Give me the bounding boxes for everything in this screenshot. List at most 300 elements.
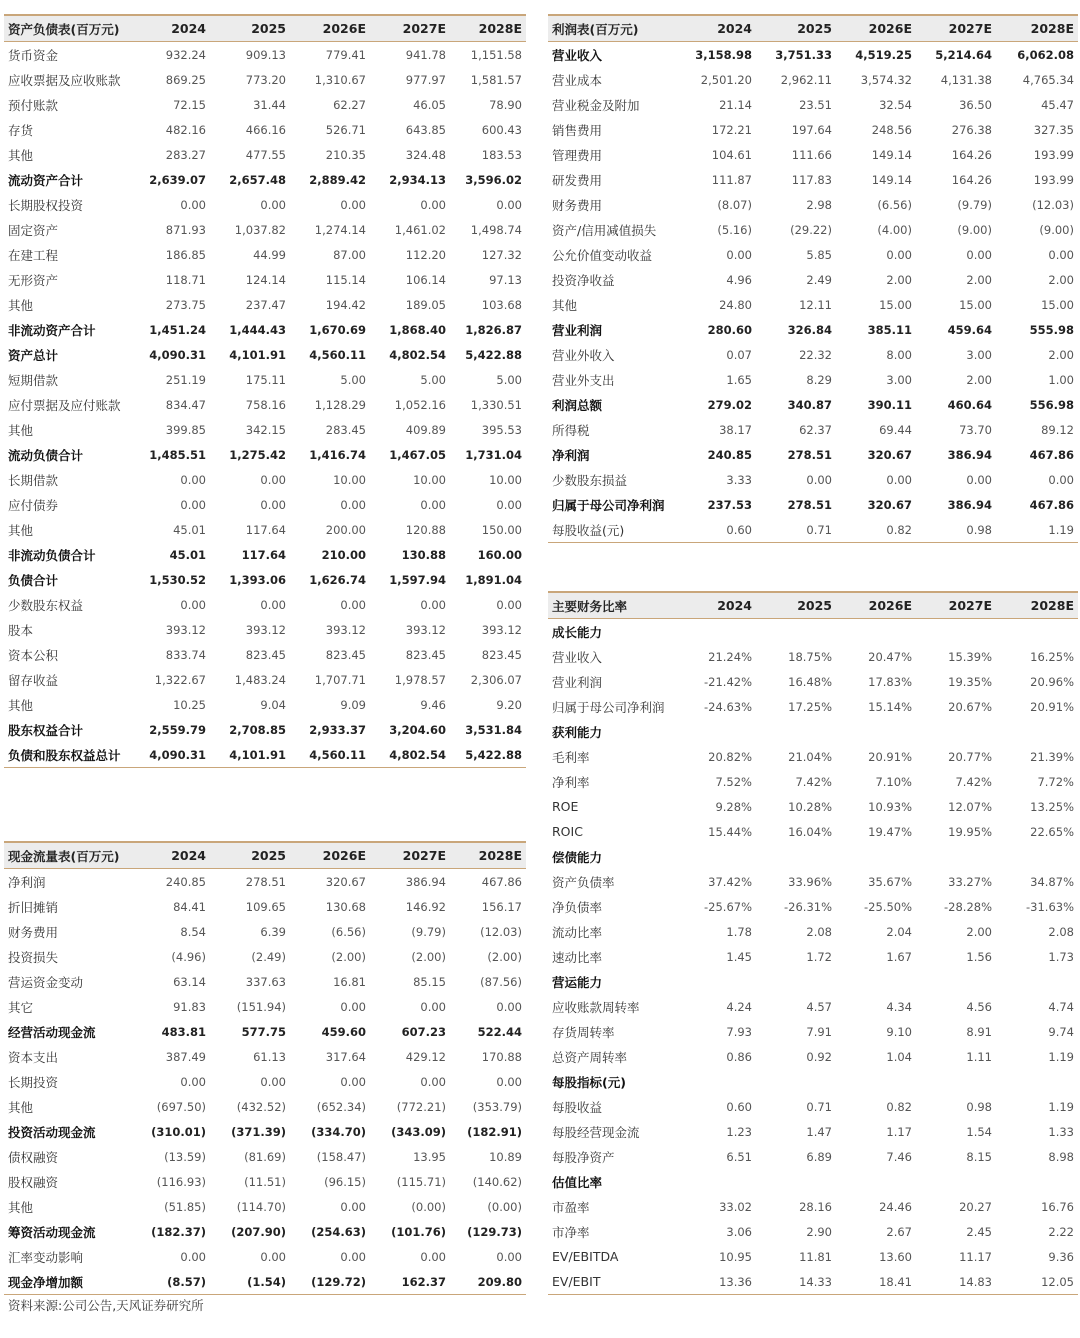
cell-value: 483.81 (161, 1024, 206, 1039)
table-row (4, 717, 526, 742)
cell-value: 210.35 (325, 147, 366, 162)
cell-value: 1,467.05 (389, 447, 446, 462)
table-row (4, 944, 526, 969)
cell-value: 1,461.02 (394, 222, 446, 237)
row-label: 折旧摊销 (8, 899, 59, 915)
table-row (548, 919, 1078, 944)
table-row (4, 1144, 526, 1169)
table-row (548, 42, 1078, 68)
cell-value: 3.00 (886, 372, 912, 387)
cell-value: 13.60 (879, 1249, 912, 1264)
cell-value: 0.00 (886, 247, 912, 262)
cell-value: 6.89 (806, 1149, 832, 1164)
cell-value: 4,101.91 (229, 347, 286, 362)
cell-value: 0.82 (886, 1099, 912, 1114)
row-label: 每股经营现金流 (552, 1124, 640, 1140)
cell-value: (254.63) (311, 1224, 366, 1239)
table-row (4, 292, 526, 317)
cell-value: 127.32 (481, 247, 522, 262)
cell-value: 8.15 (966, 1149, 992, 1164)
cell-value: 106.14 (405, 272, 446, 287)
row-label: 营运资金变动 (8, 974, 84, 990)
table-row (4, 592, 526, 617)
cell-value: 20.91% (868, 749, 912, 764)
row-label: 股权融资 (8, 1174, 59, 1190)
column-header: 2024 (136, 15, 210, 42)
cell-value: 477.55 (245, 147, 286, 162)
cell-value: 7.42% (955, 774, 992, 789)
cell-value: 5.00 (340, 372, 366, 387)
cell-value: 0.86 (726, 1049, 752, 1064)
cell-value: 3.33 (726, 472, 752, 487)
cell-value: 280.60 (707, 322, 752, 337)
cell-value: 0.00 (496, 597, 522, 612)
cell-value: 130.68 (325, 899, 366, 914)
cell-value: (310.01) (151, 1124, 206, 1139)
cell-value (836, 1069, 916, 1094)
cell-value (996, 844, 1078, 869)
cell-value (836, 1169, 916, 1194)
cell-value: 20.96% (1030, 674, 1074, 689)
cell-value: 17.25% (788, 699, 832, 714)
cell-value: 170.88 (481, 1049, 522, 1064)
cell-value: 20.27 (959, 1199, 992, 1214)
table-row (548, 167, 1078, 192)
cell-value: 4,101.91 (210, 742, 290, 768)
table-row (4, 267, 526, 292)
cell-value: 2.00 (966, 924, 992, 939)
table-row (548, 292, 1078, 317)
column-header: 2026E (836, 15, 916, 42)
cell-value: 0.60 (676, 517, 756, 543)
cell-value: 0.00 (260, 472, 286, 487)
cell-value: 1.72 (806, 949, 832, 964)
cell-value: 2,639.07 (149, 172, 206, 187)
cell-value: 1.56 (966, 949, 992, 964)
cell-value: 1,868.40 (389, 322, 446, 337)
cell-value: 1.54 (966, 1124, 992, 1139)
cell-value: -26.31% (784, 899, 832, 914)
table-row (548, 994, 1078, 1019)
table-row (4, 92, 526, 117)
cell-value: 2.98 (806, 197, 832, 212)
cell-value: (129.73) (467, 1224, 522, 1239)
cell-value: 7.46 (886, 1149, 912, 1164)
cell-value: 0.00 (180, 597, 206, 612)
cell-value: (9.00) (1039, 222, 1074, 237)
table-row (548, 367, 1078, 392)
cell-value: (182.91) (467, 1124, 522, 1139)
cell-value: 0.00 (806, 472, 832, 487)
cell-value: 0.00 (340, 1249, 366, 1264)
table-row (4, 1019, 526, 1044)
cell-value: 32.54 (879, 97, 912, 112)
cell-value: 0.00 (496, 1249, 522, 1264)
cell-value: 1.73 (1048, 949, 1074, 964)
cell-value: 779.41 (325, 47, 366, 62)
row-label: 公允价值变动收益 (552, 247, 653, 263)
section-row (548, 1069, 1078, 1094)
cell-value: 0.00 (886, 472, 912, 487)
cell-value: 23.51 (799, 97, 832, 112)
cell-value: 5,214.64 (935, 47, 992, 62)
row-label: 每股净资产 (552, 1149, 615, 1165)
cell-value: 14.83 (916, 1269, 996, 1295)
cell-value: 164.26 (951, 172, 992, 187)
cell-value: (2.00) (411, 949, 446, 964)
table-row (4, 692, 526, 717)
cell-value: 0.00 (420, 497, 446, 512)
cell-value: 20.91% (1030, 699, 1074, 714)
cell-value: 97.13 (489, 272, 522, 287)
column-header: 2026E (836, 592, 916, 619)
column-header: 2025 (756, 592, 836, 619)
cell-value: 2.22 (1048, 1224, 1074, 1239)
row-label: 在建工程 (8, 247, 59, 263)
column-header: 2027E (370, 842, 450, 869)
row-label: 无形资产 (8, 272, 59, 288)
cell-value: 0.00 (260, 497, 286, 512)
cell-value: 248.56 (871, 122, 912, 137)
cell-value: 0.00 (260, 597, 286, 612)
table-row (4, 994, 526, 1019)
cell-value: 1,444.43 (229, 322, 286, 337)
cell-value: 33.02 (719, 1199, 752, 1214)
row-label: 毛利率 (552, 749, 590, 765)
cell-value: 2,306.07 (470, 672, 522, 687)
section-row (548, 1169, 1078, 1194)
cell-value: 600.43 (481, 122, 522, 137)
cell-value: 909.13 (245, 47, 286, 62)
table-row (4, 117, 526, 142)
table-row (548, 142, 1078, 167)
cell-value: 0.00 (1048, 247, 1074, 262)
cell-value: 4,560.11 (290, 742, 370, 768)
cell-value: 526.71 (325, 122, 366, 137)
cell-value: 2.00 (966, 272, 992, 287)
cell-value: 0.00 (966, 472, 992, 487)
cell-value: 175.11 (245, 372, 286, 387)
cell-value: 1,731.04 (465, 447, 522, 462)
table-row (4, 167, 526, 192)
cell-value: 393.12 (325, 622, 366, 637)
table-row (4, 467, 526, 492)
cell-value: 0.07 (726, 347, 752, 362)
cell-value: 460.64 (947, 397, 992, 412)
cell-value: (9.79) (411, 924, 446, 939)
column-header: 2024 (676, 15, 756, 42)
cell-value (916, 1069, 996, 1094)
cell-value: 15.00 (959, 297, 992, 312)
cell-value: 194.42 (325, 297, 366, 312)
cell-value: 941.78 (405, 47, 446, 62)
cell-value: 2.90 (806, 1224, 832, 1239)
row-label: 少数股东损益 (552, 472, 628, 488)
source-note: 资料来源:公司公告,天风证券研究所 (8, 1298, 204, 1313)
cell-value: 7.93 (726, 1024, 752, 1039)
cell-value: (4.96) (171, 949, 206, 964)
cell-value: 4,090.31 (136, 742, 210, 768)
row-label: 预付账款 (8, 97, 59, 113)
row-label: 管理费用 (552, 147, 603, 163)
cell-value: 31.44 (253, 97, 286, 112)
cell-value: 7.72% (1037, 774, 1074, 789)
row-label: ROIC (552, 824, 583, 839)
cell-value: 2.00 (886, 272, 912, 287)
cell-value: 2.00 (1048, 347, 1074, 362)
cell-value: 16.76 (1041, 1199, 1074, 1214)
cell-value (756, 1169, 836, 1194)
column-header: 2027E (916, 15, 996, 42)
row-label: EV/EBIT (548, 1269, 676, 1295)
cell-value: 482.16 (165, 122, 206, 137)
cell-value: (12.03) (480, 924, 522, 939)
cell-value: 0.00 (496, 999, 522, 1014)
cell-value: 8.29 (806, 372, 832, 387)
table-row (4, 869, 526, 895)
cell-value: 10.00 (489, 472, 522, 487)
row-label: 归属于母公司净利润 (552, 497, 665, 513)
cell-value: 10.89 (489, 1149, 522, 1164)
row-label: 其他 (8, 297, 34, 313)
cell-value: 22.32 (799, 347, 832, 362)
cell-value: 6.51 (726, 1149, 752, 1164)
row-label: 营业收入 (552, 47, 603, 63)
cell-value: 62.27 (333, 97, 366, 112)
column-header: 2028E (450, 15, 526, 42)
cell-value: 0.00 (340, 597, 366, 612)
cell-value: 871.93 (165, 222, 206, 237)
cell-value: 2.49 (806, 272, 832, 287)
cell-value: 773.20 (245, 72, 286, 87)
column-header: 2026E (290, 842, 370, 869)
cell-value (996, 619, 1078, 645)
cell-value: (353.79) (472, 1099, 522, 1114)
row-label: 营业外收入 (552, 347, 615, 363)
cell-value: 324.48 (405, 147, 446, 162)
cell-value (836, 719, 916, 744)
cell-value: (6.56) (331, 924, 366, 939)
cell-value: 85.15 (413, 974, 446, 989)
row-label: 其他 (8, 147, 34, 163)
cell-value: 0.82 (836, 517, 916, 543)
cell-value: (652.34) (316, 1099, 366, 1114)
row-label: 每股收益 (552, 1099, 603, 1115)
cell-value (836, 619, 916, 645)
cell-value: 5,422.88 (450, 742, 526, 768)
table-row (548, 192, 1078, 217)
row-label: 每股指标(元) (552, 1074, 626, 1090)
cell-value: 2,889.42 (309, 172, 366, 187)
row-label: 负债和股东权益总计 (4, 742, 136, 768)
cell-value: 1.19 (1048, 1049, 1074, 1064)
financial-ratios-table (548, 591, 1078, 1295)
table-row (548, 392, 1078, 417)
table-row (548, 1144, 1078, 1169)
row-label: 货币资金 (8, 47, 59, 63)
cell-value: (334.70) (311, 1124, 366, 1139)
row-label: 归属于母公司净利润 (552, 699, 665, 715)
cell-value: 115.14 (325, 272, 366, 287)
cell-value: 21.39% (1030, 749, 1074, 764)
cell-value: 45.47 (1041, 97, 1074, 112)
cell-value: 8.54 (180, 924, 206, 939)
table-row (548, 1094, 1078, 1119)
row-label: 留存收益 (8, 672, 59, 688)
cell-value: 320.67 (867, 447, 912, 462)
cell-value: 13.36 (676, 1269, 756, 1295)
cell-value: 15.14% (868, 699, 912, 714)
cell-value: 3,204.60 (389, 722, 446, 737)
cell-value: 932.24 (165, 47, 206, 62)
cell-value: 320.67 (325, 874, 366, 889)
cell-value: 11.17 (959, 1249, 992, 1264)
cell-value: 20.77% (948, 749, 992, 764)
cell-value: 4.57 (806, 999, 832, 1014)
cell-value: 3,596.02 (465, 172, 522, 187)
cell-value: 14.33 (756, 1269, 836, 1295)
cell-value: 89.12 (1041, 422, 1074, 437)
table-row (548, 1119, 1078, 1144)
cell-value: (87.56) (480, 974, 522, 989)
cell-value: 149.14 (871, 147, 912, 162)
cell-value: 9.04 (260, 697, 286, 712)
cell-value: 0.00 (180, 1249, 206, 1264)
cell-value (996, 719, 1078, 744)
table-row (4, 517, 526, 542)
row-label: 资产/信用减值损失 (552, 222, 657, 238)
cell-value: 0.60 (726, 1099, 752, 1114)
table-row (4, 1244, 526, 1269)
cell-value: 21.24% (708, 649, 752, 664)
cell-value: 118.71 (165, 272, 206, 287)
row-label: 利润总额 (552, 397, 603, 413)
column-header: 2027E (370, 15, 450, 42)
cell-value: 209.80 (450, 1269, 526, 1295)
cell-value: 0.00 (420, 1074, 446, 1089)
cell-value: 19.35% (948, 674, 992, 689)
row-label: 所得税 (552, 422, 590, 438)
table-row (548, 894, 1078, 919)
cash-flow-table (4, 841, 526, 1295)
table-title: 资产负债表(百万元) (4, 15, 136, 42)
cell-value (996, 1169, 1078, 1194)
row-label: 财务费用 (552, 197, 603, 213)
cell-value: 1,052.16 (394, 397, 446, 412)
row-label: 筹资活动现金流 (8, 1224, 96, 1240)
cell-value: 276.38 (951, 122, 992, 137)
cell-value: 2.00 (966, 372, 992, 387)
cell-value: 2.08 (1048, 924, 1074, 939)
cell-value: 0.00 (340, 497, 366, 512)
cell-value: 34.87% (1030, 874, 1074, 889)
row-label: 流动比率 (552, 924, 603, 940)
cell-value: 10.28% (788, 799, 832, 814)
row-label: 应付债券 (8, 497, 59, 513)
cell-value: 10.25 (173, 697, 206, 712)
cell-value: 1.04 (886, 1049, 912, 1064)
cell-value (916, 844, 996, 869)
table-row (548, 342, 1078, 367)
cell-value: 149.14 (871, 172, 912, 187)
cell-value: (2.49) (251, 949, 286, 964)
cell-value: (114.70) (236, 1199, 286, 1214)
cell-value: 37.42% (708, 874, 752, 889)
cell-value: 386.94 (405, 874, 446, 889)
cell-value: 124.14 (245, 272, 286, 287)
row-label: 投资损失 (8, 949, 59, 965)
table-row (4, 1044, 526, 1069)
cell-value: 162.37 (370, 1269, 450, 1295)
cell-value: 385.11 (867, 322, 912, 337)
row-label: 营业税金及附加 (552, 97, 640, 113)
table-row (4, 242, 526, 267)
cell-value: 3.00 (966, 347, 992, 362)
cell-value: 2.08 (806, 924, 832, 939)
cell-value: 10.95 (719, 1249, 752, 1264)
cell-value: 0.00 (180, 197, 206, 212)
table-row (4, 1069, 526, 1094)
cell-value: 869.25 (165, 72, 206, 87)
row-label: 财务费用 (8, 924, 59, 940)
column-header: 2024 (676, 592, 756, 619)
cell-value (836, 969, 916, 994)
cell-value: 0.00 (260, 1074, 286, 1089)
table-row (548, 442, 1078, 467)
cell-value: 1.47 (806, 1124, 832, 1139)
cell-value: 7.42% (795, 774, 832, 789)
table-row (4, 969, 526, 994)
table-row (4, 217, 526, 242)
row-label: 投资活动现金流 (8, 1124, 96, 1140)
cell-value: 19.47% (868, 824, 912, 839)
row-label: 其他 (8, 697, 34, 713)
table-row (4, 1269, 526, 1295)
table-row (4, 1119, 526, 1144)
cell-value: 104.61 (711, 147, 752, 162)
cell-value (676, 719, 756, 744)
row-label: 长期借款 (8, 472, 59, 488)
cell-value: 72.15 (173, 97, 206, 112)
cell-value: 62.37 (799, 422, 832, 437)
cell-value: 8.98 (1048, 1149, 1074, 1164)
cell-value: 0.98 (916, 517, 996, 543)
row-label: 其他 (8, 1199, 34, 1215)
row-label: 营业利润 (552, 322, 603, 338)
row-label: 其他 (8, 422, 34, 438)
table-row (548, 1219, 1078, 1244)
row-label: 应收账款周转率 (552, 999, 640, 1015)
cell-value: 0.00 (420, 1249, 446, 1264)
cell-value: 390.11 (867, 397, 912, 412)
row-label: 估值比率 (552, 1174, 603, 1190)
column-header: 2025 (756, 15, 836, 42)
cell-value: 73.70 (959, 422, 992, 437)
cell-value: 1,330.51 (470, 397, 522, 412)
cell-value: 577.75 (241, 1024, 286, 1039)
table-title: 利润表(百万元) (548, 15, 676, 42)
cell-value: (158.47) (316, 1149, 366, 1164)
table-row (548, 92, 1078, 117)
cell-value: 10.93% (868, 799, 912, 814)
cell-value: 156.17 (481, 899, 522, 914)
cell-value: 387.49 (165, 1049, 206, 1064)
cell-value: 823.45 (481, 647, 522, 662)
row-label: 营业外支出 (552, 372, 615, 388)
cell-value: 273.75 (165, 297, 206, 312)
row-label: 现金净增加额 (4, 1269, 136, 1295)
cell-value: 13.95 (413, 1149, 446, 1164)
